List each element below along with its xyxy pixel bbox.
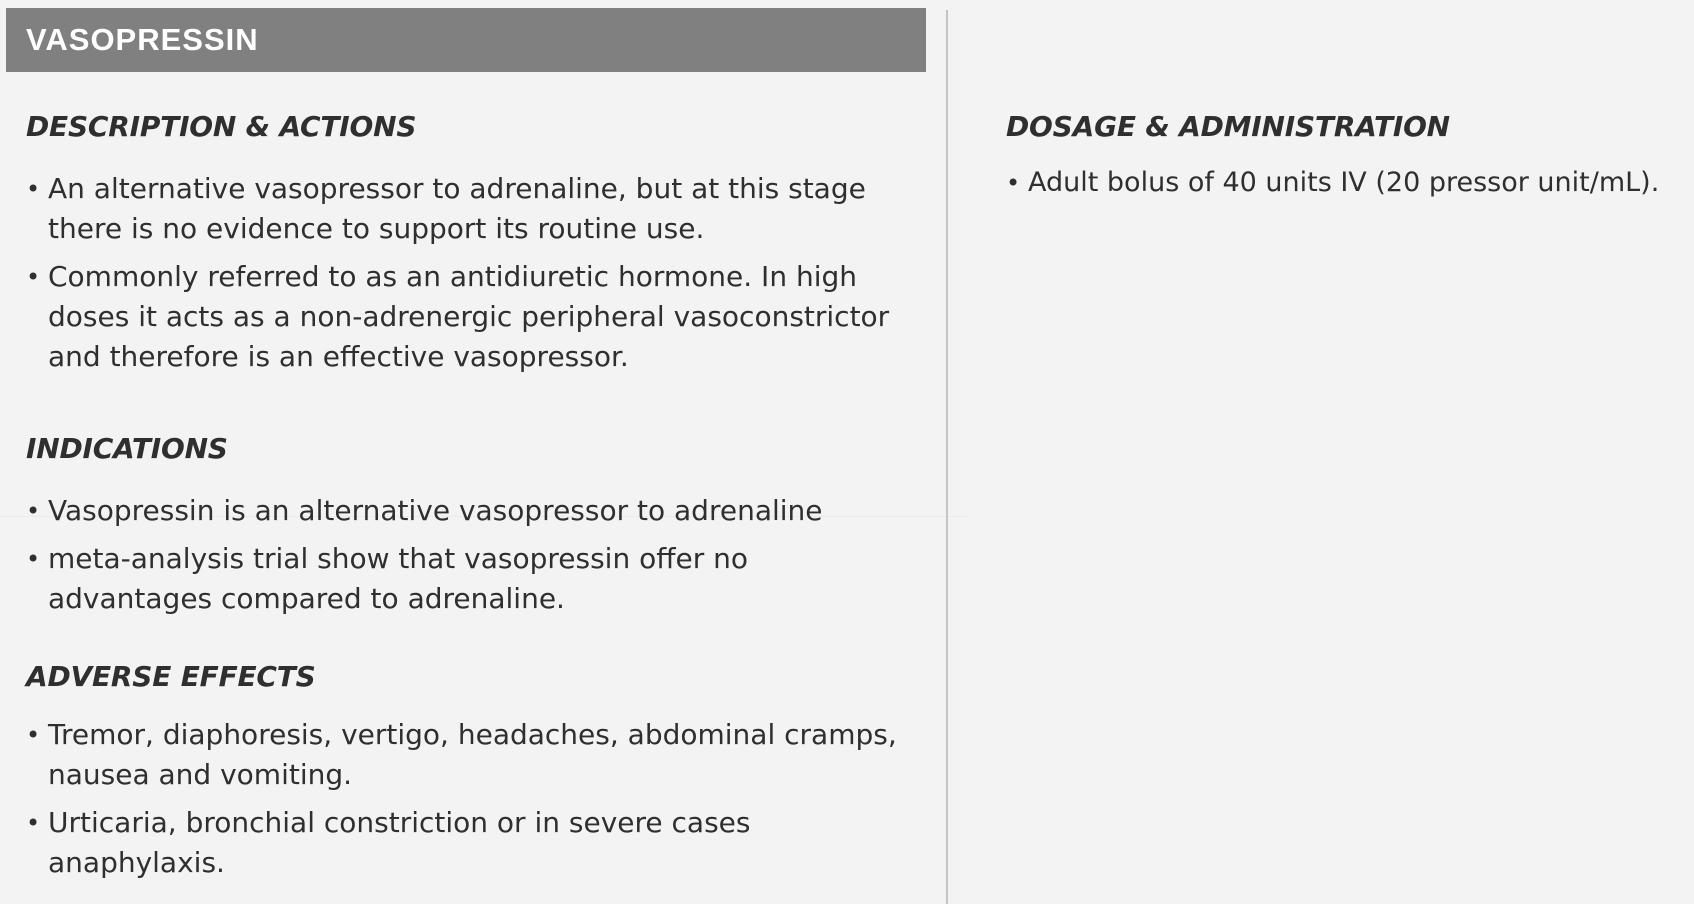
description-item: • Commonly referred to as an antidiuretic hormone. In high doses it acts as a non-adrenergic peripheral vasoconstrictor and therefore is an effective vasopressor. [26, 257, 906, 377]
adverse-effects-heading: ADVERSE EFFECTS [26, 660, 316, 693]
drug-title: VASOPRESSIN [26, 22, 259, 57]
adverse-effects-list [26, 715, 906, 883]
indications-section [26, 432, 906, 619]
description-item: • An alternative vasopressor to adrenaline, but at this stage there is no evidence to support its routine use. [26, 169, 906, 249]
indications-item: • Vasopressin is an alternative vasopressor to adrenaline [26, 491, 906, 531]
title-bar [6, 8, 926, 72]
dosage-heading: DOSAGE & ADMINISTRATION [1006, 110, 1450, 143]
adverse-effects-section [26, 660, 906, 883]
indications-list [26, 491, 906, 619]
column-divider [946, 10, 948, 904]
left-column [6, 8, 926, 72]
indications-heading: INDICATIONS [26, 432, 228, 465]
description-list [26, 169, 906, 377]
description-section [26, 110, 906, 377]
dosage-section [1006, 110, 1686, 203]
dosage-item: • Adult bolus of 40 units IV (20 pressor unit/mL). [1006, 163, 1686, 203]
description-heading: DESCRIPTION & ACTIONS [26, 110, 417, 143]
adverse-effects-item: • Tremor, diaphoresis, vertigo, headaches, abdominal cramps, nausea and vomiting. [26, 715, 906, 795]
adverse-effects-item: • Urticaria, bronchial constriction or in severe cases anaphylaxis. [26, 803, 906, 883]
indications-item: • meta-analysis trial show that vasopressin offer no advantages compared to adrenaline. [26, 539, 906, 619]
dosage-list [1006, 163, 1686, 203]
